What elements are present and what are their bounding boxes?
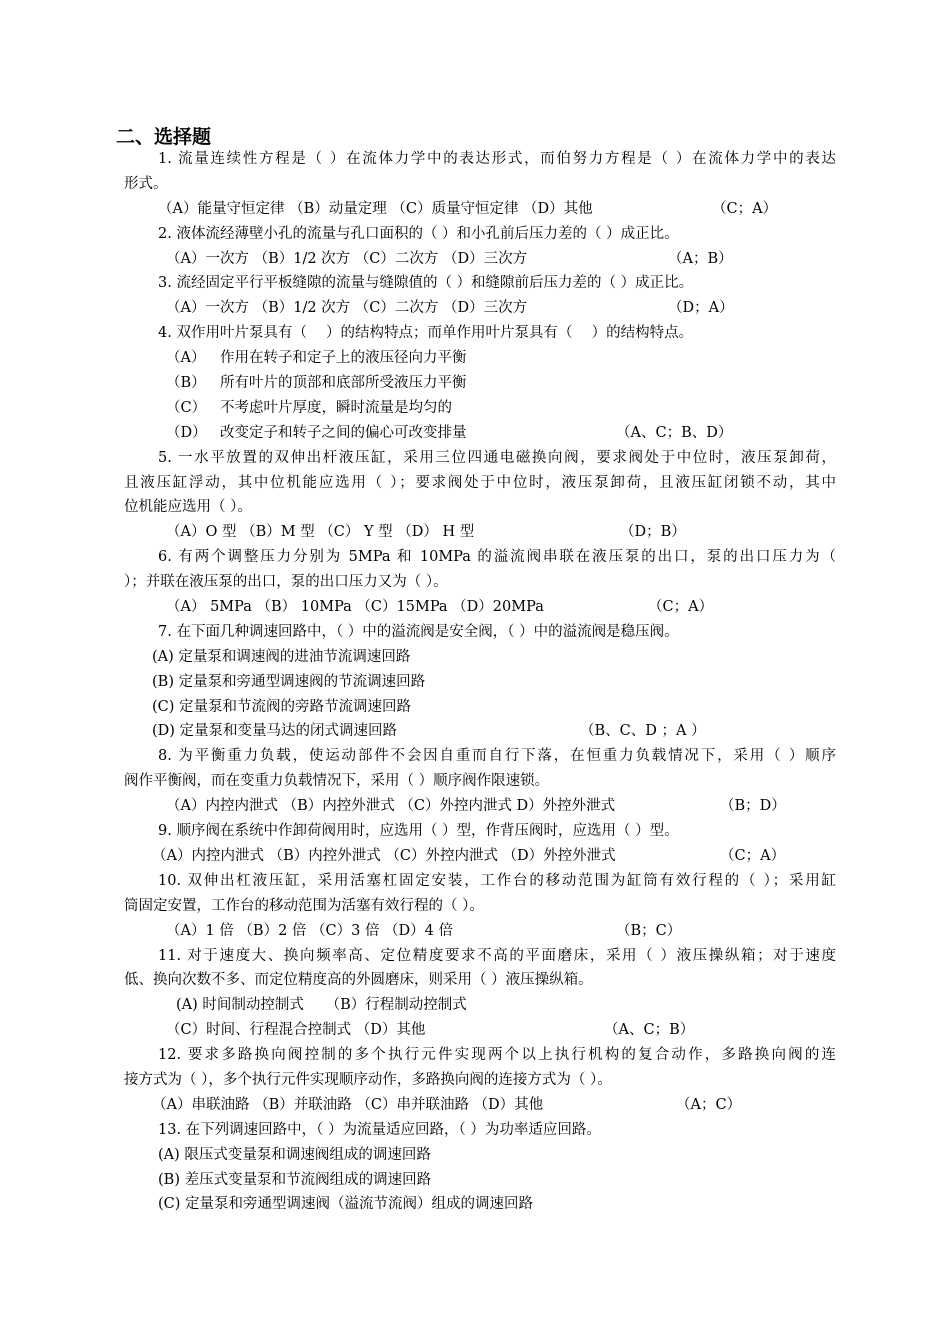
q4-option-b — [124, 371, 836, 396]
q1-answer: （C；A） — [712, 200, 778, 217]
q7-option-c: (C) 定量泵和节流阀的旁路节流调速回路 — [152, 698, 412, 715]
q7-answer: （B、C、D ；A ） — [580, 723, 706, 740]
q6-options — [124, 595, 836, 620]
q2-options-text: （A）一次方 （B）1/2 次方 （C）二次方 （D）三次方 — [166, 250, 528, 267]
q4-option-c-text: 不考虑叶片厚度，瞬时流量是均匀的 — [220, 399, 452, 416]
q13-option-a: (A) 限压式变量泵和调速阀组成的调速回路 — [158, 1146, 431, 1163]
q10-options — [124, 919, 836, 944]
q13-option-c: (C) 定量泵和旁通型调速阀（溢流节流阀）组成的调速回路 — [158, 1196, 534, 1213]
q11-options-1: (A) 时间制动控制式 （B）行程制动控制式 — [176, 997, 467, 1014]
q8-answer: （B；D） — [720, 798, 786, 815]
q2-answer: （A；B） — [668, 250, 733, 267]
q6-options-text: （A） 5MPa （B） 10MPa （C）15MPa （D）20MPa — [166, 599, 544, 616]
q5-line-1: 5. 一水平放置的双伸出杆液压缸，采用三位四通电磁换向阀，要求阀处于中位时，液压泵卸荷， — [158, 449, 836, 466]
q12-options-text: （A）串联油路 （B）并联油路 （C）串并联油路 （D）其他 — [152, 1096, 544, 1113]
q4-option-a-text: 作用在转子和定子上的液压径向力平衡 — [220, 350, 467, 367]
q1-options — [124, 197, 836, 222]
q8-options-text: （A）内控内泄式 （B）内控外泄式 （C）外控内泄式 D）外控外泄式 — [166, 798, 616, 815]
q9-options-text: （A）内控内泄式 （B）内控外泄式 （C）外控内泄式 （D）外控外泄式 — [152, 847, 616, 864]
section-heading: 二、选择题 — [116, 126, 212, 148]
q1-line-1: 1. 流量连续性方程是（ ）在流体力学中的表达形式，而伯努力方程是（ ）在流体力学中的表达 — [158, 151, 836, 167]
q7-line-1: 7. 在下面几种调速回路中，（ ）中的溢流阀是安全阀，（ ）中的溢流阀是稳压阀。 — [158, 623, 679, 640]
q12-answer: （A；C） — [676, 1096, 742, 1113]
q7-option-a: (A) 定量泵和调速阀的进油节流调速回路 — [152, 648, 411, 665]
q4-option-b-text: 所有叶片的顶部和底部所受液压力平衡 — [220, 375, 467, 392]
q5-line-2: 且液压缸浮动，其中位机能应选用（ ）；要求阀处于中位时，液压泵卸荷，且液压缸闭锁不动，其中 — [124, 474, 836, 491]
question-list — [124, 147, 836, 1217]
q4-option-a — [124, 346, 836, 371]
q7-option-b: (B) 定量泵和旁通型调速阀的节流调速回路 — [152, 673, 426, 690]
q4-option-d-key: （D） — [166, 424, 207, 441]
q4-option-b-key: （B） — [166, 375, 206, 392]
q6-answer: （C；A） — [648, 599, 714, 616]
q11-options-2-text: （C）时间、行程混合控制式 （D）其他 — [166, 1022, 426, 1039]
q4-option-c-key: （C） — [166, 399, 207, 416]
q13-option-b: (B) 差压式变量泵和节流阀组成的调速回路 — [158, 1171, 432, 1188]
q3-answer: （D；A） — [668, 300, 734, 317]
q7-option-d-text: (D) 定量泵和变量马达的闭式调速回路 — [152, 723, 398, 740]
q8-options — [124, 794, 836, 819]
q5-options — [124, 520, 836, 545]
q3-line-1: 3. 流经固定平行平板缝隙的流量与缝隙值的（ ）和缝隙前后压力差的（ ）成正比。 — [158, 275, 694, 292]
q3-options-text: （A）一次方 （B）1/2 次方 （C）二次方 （D）三次方 — [166, 300, 528, 317]
q10-line-2: 筒固定安置，工作台的移动范围为活塞有效行程的（ ）。 — [124, 897, 484, 914]
q5-options-text: （A）O 型 （B）M 型 （C） Y 型 （D） H 型 — [166, 524, 475, 541]
q5-line-3: 位机能应选用（ ）。 — [124, 499, 252, 516]
q10-line-1: 10. 双伸出杠液压缸，采用活塞杠固定安装，工作台的移动范围为缸筒有效行程的（ ）；采用缸 — [158, 872, 836, 889]
q2-line-1: 2. 液体流经薄壁小孔的流量与孔口面积的（ ）和小孔前后压力差的（ ）成正比。 — [158, 225, 679, 242]
q8-line-1: 8. 为平衡重力负载，使运动部件不会因自重而自行下落，在恒重力负载情况下，采用（ ）顺序 — [158, 748, 836, 765]
q3-options — [124, 296, 836, 321]
q11-line-1: 11. 对于速度大、换向频率高、定位精度要求不高的平面磨床，采用（ ）液压操纵箱；对于速度 — [158, 947, 836, 964]
q9-line-1: 9. 顺序阀在系统中作卸荷阀用时，应选用（ ）型，作背压阀时，应选用（ ）型。 — [158, 823, 679, 840]
q9-answer: （C；A） — [720, 847, 786, 864]
q10-answer: （B；C） — [616, 922, 682, 939]
q2-options — [124, 247, 836, 272]
q7-option-d — [124, 719, 836, 744]
q4-option-d-text: 改变定子和转子之间的偏心可改变排量 — [220, 424, 467, 441]
q11-line-2: 低、换向次数不多、而定位精度高的外圆磨床，则采用（ ）液压操纵箱。 — [124, 972, 593, 989]
q10-options-text: （A）1 倍 （B）2 倍 （C）3 倍 （D）4 倍 — [166, 922, 454, 939]
q4-answer: （A、C；B、D） — [616, 424, 733, 441]
q12-line-2: 接方式为（ ），多个执行元件实现顺序动作，多路换向阀的连接方式为（ ）。 — [124, 1071, 612, 1088]
q4-line-1: 4. 双作用叶片泵具有（ ）的结构特点；而单作用叶片泵具有（ ）的结构特点。 — [158, 325, 694, 342]
q8-line-2: 阀作平衡阀，而在变重力负载情况下，采用（ ）顺序阀作限速锁。 — [124, 773, 550, 790]
q11-answer: （A、C；B） — [604, 1022, 695, 1039]
q4-option-a-key: （A） — [166, 350, 206, 367]
q1-line-2: 形式。 — [124, 175, 168, 192]
q1-options-text: （A）能量守恒定律 （B）动量定理 （C）质量守恒定律 （D）其他 — [158, 200, 593, 217]
q9-options — [124, 844, 836, 869]
q11-options-2 — [124, 1018, 836, 1043]
q6-line-2: ）；并联在液压泵的出口，泵的出口压力又为（ ）。 — [124, 574, 448, 591]
q13-line-1: 13. 在下列调速回路中，（ ）为流量适应回路，（ ）为功率适应回路。 — [158, 1121, 601, 1138]
q4-option-c — [124, 396, 836, 421]
q12-options — [124, 1093, 836, 1118]
q4-option-d — [124, 421, 836, 446]
q6-line-1: 6. 有两个调整压力分别为 5MPa 和 10MPa 的溢流阀串联在液压泵的出口，泵的出口压力为（ — [158, 549, 836, 566]
q12-line-1: 12. 要求多路换向阀控制的多个执行元件实现两个以上执行机构的复合动作，多路换向阀的连 — [158, 1047, 836, 1064]
q5-answer: （D；B） — [620, 524, 686, 541]
